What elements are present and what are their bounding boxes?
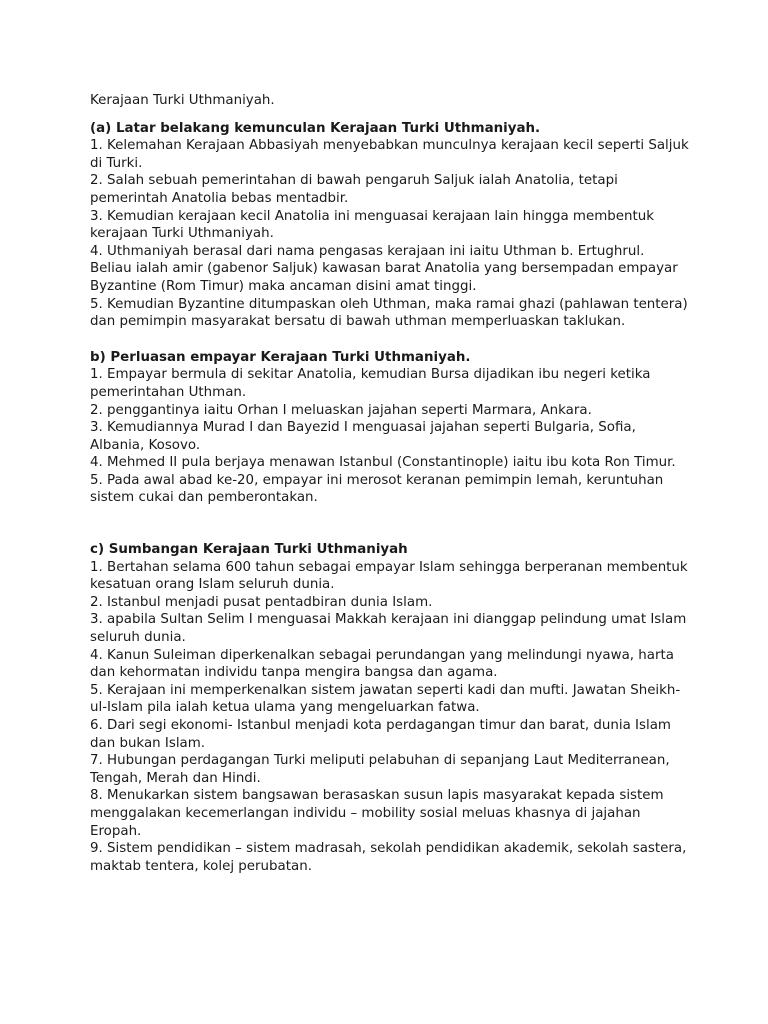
list-item: 8. Menukarkan sistem bangsawan berasaskan susun lapis masyarakat kepada sistem menggalakan kecemerlangan individu – mobility sosial meluas khasnya di jajahan Eropah. <box>90 788 664 839</box>
section-heading: c) Sumbangan Kerajaan Turki Uthmaniyah <box>90 542 408 558</box>
list-item: 1. Bertahan selama 600 tahun sebagai empayar Islam sehingga berperanan membentuk kesatuan orang Islam seluruh dunia. <box>90 559 688 593</box>
section-heading: b) Perluasan empayar Kerajaan Turki Uthmaniyah. <box>90 349 471 365</box>
list-item: 4. Mehmed II pula berjaya menawan Istanbul (Constantinople) iaitu ibu kota Ron Timur. <box>90 455 676 471</box>
list-item: 7. Hubungan perdagangan Turki meliputi pelabuhan di sepanjang Laut Mediterranean, Tengah, Merah dan Hindi. <box>90 753 670 786</box>
section-heading: (a) Latar belakang kemunculan Kerajaan Turki Uthmaniyah. <box>90 120 541 136</box>
document-title: Kerajaan Turki Uthmaniyah. <box>90 93 275 108</box>
list-item: 3. Kemudiannya Murad I dan Bayezid I menguasai jajahan seperti Bulgaria, Sofia, Albania, Kosovo. <box>90 420 636 453</box>
list-item: 4. Kanun Suleiman diperkenalkan sebagai perundangan yang melindungi nyawa, harta dan kehormatan individu tanpa mengira bangsa dan agama. <box>90 647 674 681</box>
list-item: 4. Uthmaniyah berasal dari nama pengasas kerajaan ini iaitu Uthman b. Ertughrul. Beliau ialah amir (gabenor Saljuk) kawasan barat Anatolia yang bersempadan empayar Byzantine (Rom Timur) maka ancaman disini amat tinggi. <box>90 243 678 294</box>
document-body <box>90 92 690 875</box>
section-contributions <box>90 541 690 875</box>
list-item: 2. Istanbul menjadi pusat pentadbiran dunia Islam. <box>90 594 433 610</box>
list-item: 6. Dari segi ekonomi- Istanbul menjadi kota perdagangan timur dan barat, dunia Islam dan bukan Islam. <box>90 718 671 751</box>
list-item: 3. apabila Sultan Selim I menguasai Makkah kerajaan ini dianggap pelindung umat Islam seluruh dunia. <box>90 612 687 646</box>
list-item: 2. Salah sebuah pemerintahan di bawah pengaruh Saljuk ialah Anatolia, tetapi pemerintah Anatolia bebas mentadbir. <box>90 173 618 206</box>
section-expansion <box>90 349 690 507</box>
section-spacer <box>90 507 690 541</box>
section-background <box>90 120 690 331</box>
section-spacer <box>90 331 690 349</box>
list-item: 1. Kelemahan Kerajaan Abbasiyah menyebabkan munculnya kerajaan kecil seperti Saljuk di Turki. <box>90 138 689 171</box>
list-item: 1. Empayar bermula di sekitar Anatolia, kemudian Bursa dijadikan ibu negeri ketika pemerintahan Uthman. <box>90 367 651 400</box>
list-item: 5. Kemudian Byzantine ditumpaskan oleh Uthman, maka ramai ghazi (pahlawan tentera) dan pemimpin masyarakat bersatu di bawah uthman memperluaskan taklukan. <box>90 296 688 330</box>
list-item: 5. Pada awal abad ke-20, empayar ini merosot keranan pemimpin lemah, keruntuhan sistem cukai dan pemberontakan. <box>90 472 664 506</box>
list-item: 9. Sistem pendidikan – sistem madrasah, sekolah pendidikan akademik, sekolah sastera, maktab tentera, kolej perubatan. <box>90 841 687 874</box>
list-item: 5. Kerajaan ini memperkenalkan sistem jawatan seperti kadi dan mufti. Jawatan Sheikh-ul-Islam pila ialah ketua ulama yang mengeluarkan fatwa. <box>90 682 681 716</box>
list-item: 3. Kemudian kerajaan kecil Anatolia ini menguasai kerajaan lain hingga membentuk kerajaan Turki Uthmaniyah. <box>90 208 654 242</box>
list-item: 2. penggantinya iaitu Orhan I meluaskan jajahan seperti Marmara, Ankara. <box>90 402 592 418</box>
